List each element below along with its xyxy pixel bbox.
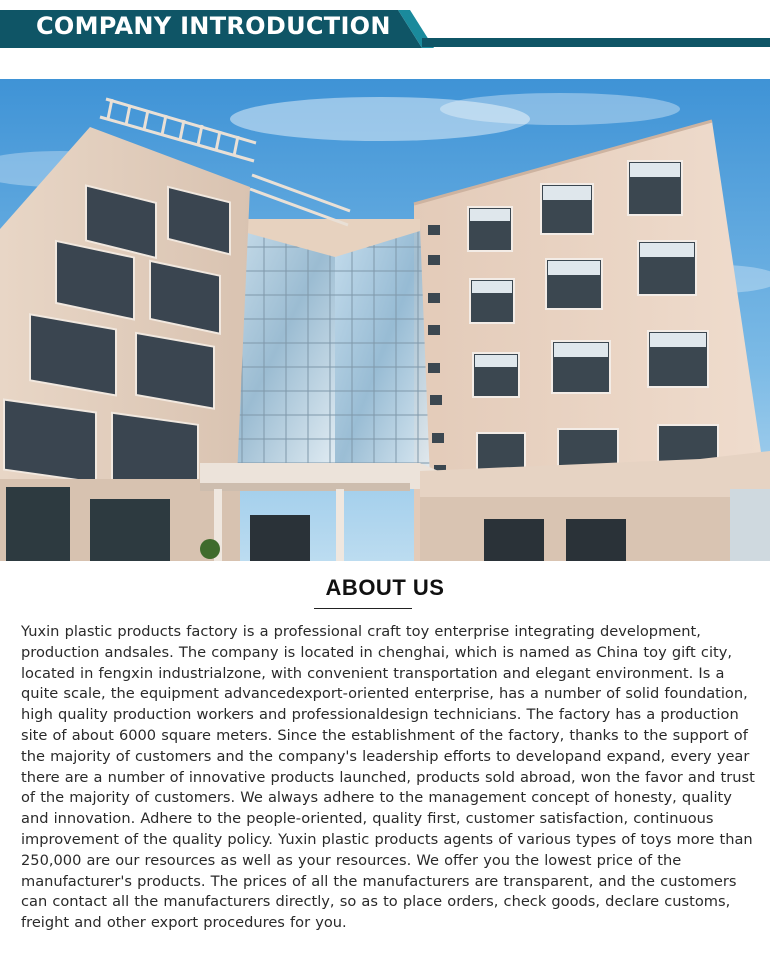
section-banner (0, 0, 770, 60)
building-illustration (0, 79, 770, 561)
factory-building-photo (0, 79, 770, 561)
about-us-paragraph: Yuxin plastic products factory is a professional craft toy enterprise integrating development, production andsales. The company is located in chenghai, which is named as China toy gift city, located in fengxin industrialzone, with convenient transportation and elegant environment. Is a quite scale, the equipment advancedexport-oriented enterprise, has a number of solid foundation, high quality production workers and professionaldesign technicians. The factory has a production site of about 6000 square meters. Since the establishment of the factory, thanks to the support of the majority of customers and the company's leadership efforts to developand expand, every year there are a number of innovative products launched, products sold abroad, won the favor and trust of the majority of customers. We always adhere to the management concept of honesty, quality and innovation. Adhere to the people-oriented, quality first, customer satisfaction, continuous improvement of the quality policy. Yuxin plastic products agents of various types of toys more than 250,000 are our resources as well as your resources. We offer you the lowest price of the manufacturer's products. The prices of all the manufacturers are transparent, and the customers can contact all the manufacturers directly, so as to place orders, check goods, declare customs, freight and other export procedures for you. (21, 623, 755, 932)
heading-underline (314, 608, 412, 609)
banner-title: COMPANY INTRODUCTION (36, 12, 391, 40)
about-us-heading: ABOUT US (325, 575, 445, 600)
